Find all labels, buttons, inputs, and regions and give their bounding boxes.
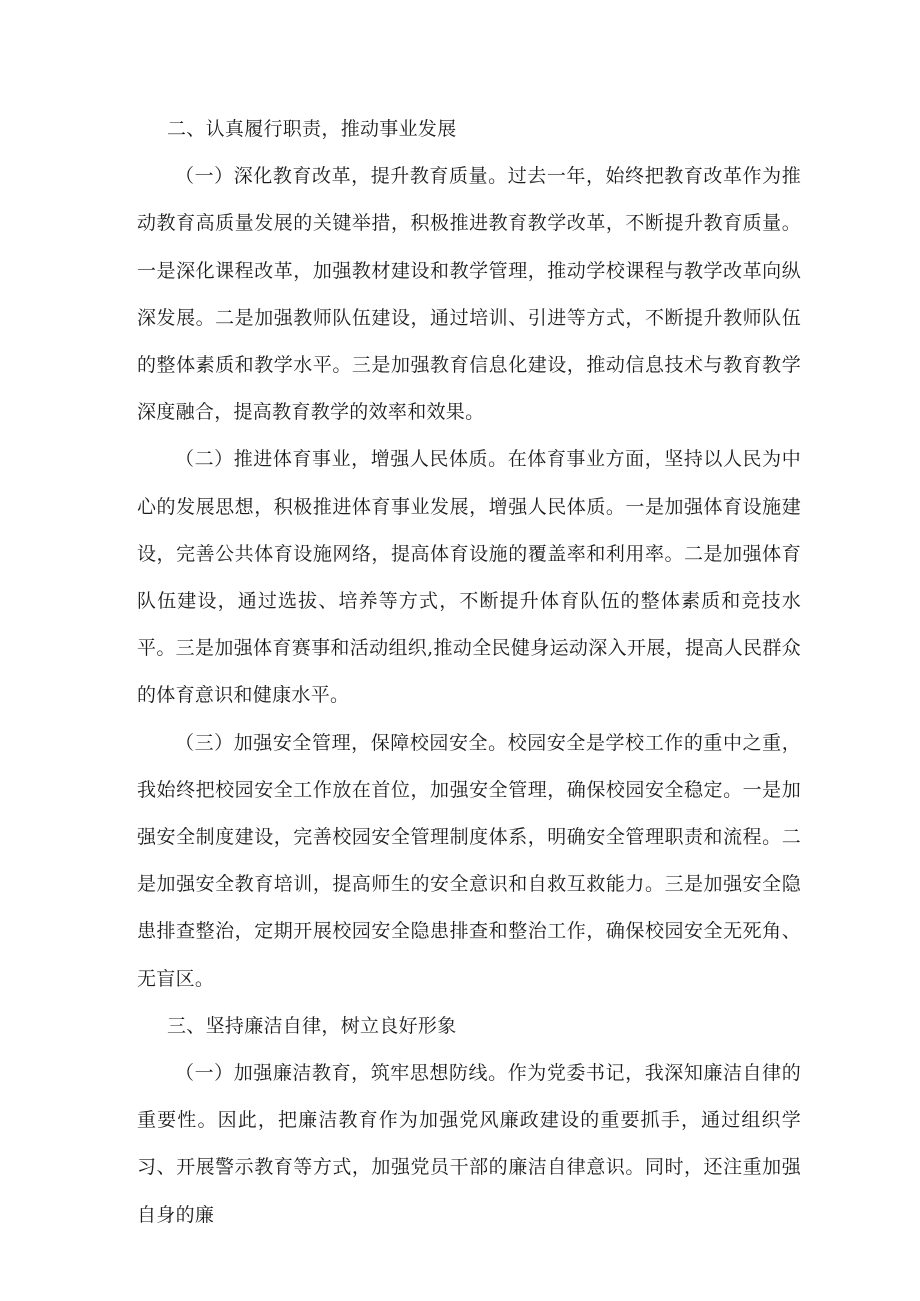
paragraph-integrity: （一）加强廉洁教育，筑牢思想防线。作为党委书记，我深知廉洁自律的重要性。因此，把廉洁教育作为加强党风廉政建设的重要抓手，通过组织学习、开展警示教育等方式，加强党员干部的廉洁自律意识。同时，还注重加强自身的廉 xyxy=(137,1062,801,1226)
section-heading-2: 二、认真履行职责，推动事业发展 xyxy=(167,118,457,140)
section-heading-3: 三、坚持廉洁自律，树立良好形象 xyxy=(167,1014,457,1037)
paragraph-safety: （三）加强安全管理，保障校园安全。校园安全是学校工作的重中之重，我始终把校园安全工作放在首位，加强安全管理，确保校园安全稳定。一是加强安全制度建设，完善校园安全管理制度体系，明确安全管理职责和流程。二是加强安全教育培训，提高师生的安全意识和自救互救能力。三是加强安全隐患排查整治，定期开展校园安全隐患排查和整治工作，确保校园安全无死角、无盲区。 xyxy=(137,731,801,990)
paragraph-sports: （二）推进体育事业，增强人民体质。在体育事业方面，坚持以人民为中心的发展思想，积极推进体育事业发展，增强人民体质。一是加强体育设施建设，完善公共体育设施网络，提高体育设施的覆盖率和利用率。二是加强体育队伍建设，通过选拔、培养等方式，不断提升体育队伍的整体素质和竞技水平。三是加强体育赛事和活动组织,推动全民健身运动深入开展，提高人民群众的体育意识和健康水平。 xyxy=(137,448,801,707)
document-body xyxy=(137,106,801,1239)
paragraph-education-reform: （一）深化教育改革，提升教育质量。过去一年，始终把教育改革作为推动教育高质量发展的关键举措，积极推进教育教学改革，不断提升教育质量。一是深化课程改革，加强教材建设和教学管理，推动学校课程与教学改革向纵深发展。二是加强教师队伍建设，通过培训、引进等方式，不断提升教师队伍的整体素质和教学水平。三是加强教育信息化建设，推动信息技术与教育教学深度融合，提高教育教学的效率和效果。 xyxy=(137,165,801,424)
